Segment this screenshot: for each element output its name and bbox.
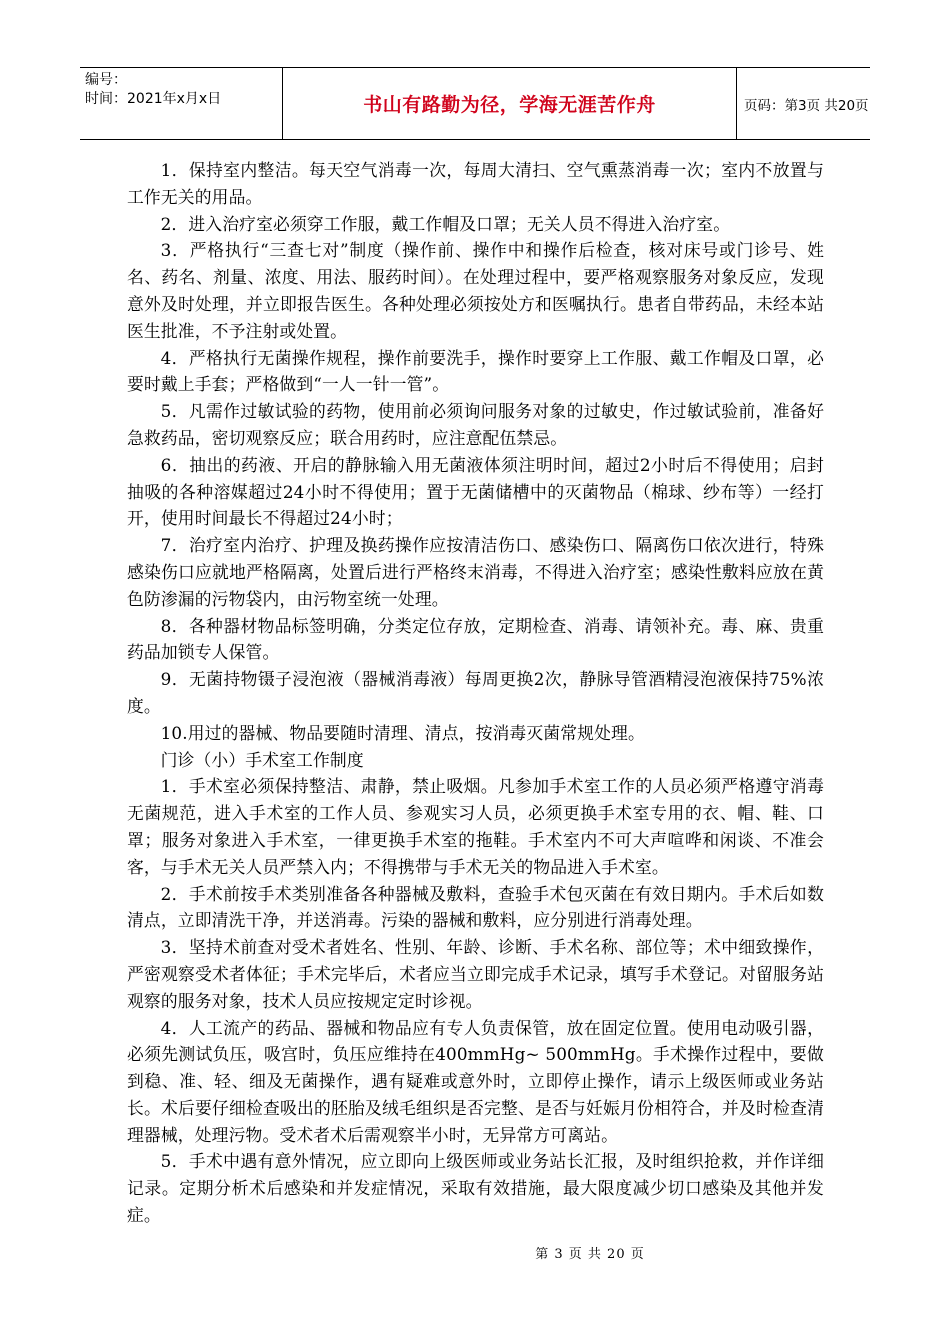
paragraph: 6．抽出的药液、开启的静脉输入用无菌液体须注明时间，超过2小时后不得使用；启封抽吸的各种溶媒超过24小时不得使用；置于无菌储槽中的灭菌物品（棉球、纱布等）一经打开，使用时间最长不得超过24小时； — [127, 454, 824, 529]
header-page-code: 页码：第3页 共20页 — [744, 97, 869, 114]
page-footer — [0, 1243, 950, 1262]
paragraph: 7．治疗室内治疗、护理及换药操作应按清洁伤口、感染伤口、隔离伤口依次进行，特殊感染伤口应就地严格隔离，处置后进行严格终末消毒，不得进入治疗室；感染性敷料应放在黄色防渗漏的污物袋内，由污物室统一处理。 — [127, 535, 824, 609]
header-slogan: 书山有路勤为径，学海无涯苦作舟 — [283, 68, 737, 139]
paragraph: 2．进入治疗室必须穿工作服，戴工作帽及口罩；无关人员不得进入治疗室。 — [160, 213, 731, 234]
paragraph: 9．无菌持物镊子浸泡液（器械消毒液）每周更换2次，静脉导管酒精浸泡液保持75%浓度。 — [127, 669, 824, 716]
paragraph: 1．手术室必须保持整洁、肃静，禁止吸烟。凡参加手术室工作的人员必须严格遵守消毒无菌规范，进入手术室的工作人员、参观实习人员，必须更换手术室专用的衣、帽、鞋、口罩；服务对象进入手术室，一律更换手术室的拖鞋。手术室内不可大声喧哗和闲谈、不准会客，与手术无关人员严禁入内；不得携带与手术无关的物品进入手术室。 — [127, 776, 824, 877]
document-time: 时间：2021年x月x日 — [85, 91, 222, 107]
paragraph: 5．手术中遇有意外情况，应立即向上级医师或业务站长汇报，及时组织抢救，并作详细记录。定期分析术后感染和并发症情况，采取有效措施，最大限度减少切口感染及其他并发症。 — [127, 1151, 824, 1226]
page-header — [80, 67, 870, 140]
paragraph: 8．各种器材物品标签明确，分类定位存放，定期检查、消毒、请领补充。毒、麻、贵重药品加锁专人保管。 — [127, 615, 824, 663]
document-number: 编号： — [85, 72, 127, 88]
paragraph: 10.用过的器械、物品要随时清理、清点，按消毒灭菌常规处理。 — [160, 722, 645, 743]
paragraph: 2．手术前按手术类别准备各种器械及敷料，查验手术包灭菌在有效日期内。手术后如数清点，立即清洗干净，并送消毒。污染的器械和敷料，应分别进行消毒处理。 — [127, 883, 824, 931]
header-meta — [80, 68, 283, 139]
paragraph: 3．坚持术前查对受术者姓名、性别、年龄、诊断、手术名称、部位等；术中细致操作，严密观察受术者体征；手术完毕后，术者应当立即完成手术记录，填写手术登记。对留服务站观察的服务对象，技术人员应按规定定时诊视。 — [127, 937, 824, 1011]
section-title: 门诊（小）手术室工作制度 — [160, 749, 364, 770]
document-body — [127, 157, 824, 1229]
paragraph: 5．凡需作过敏试验的药物，使用前必须询问服务对象的过敏史，作过敏试验前，准备好急救药品，密切观察反应；联合用药时，应注意配伍禁忌。 — [127, 401, 824, 448]
paragraph: 4．严格执行无菌操作规程，操作前要洗手，操作时要穿上工作服、戴工作帽及口罩，必要时戴上手套；严格做到“一人一针一管”。 — [127, 347, 824, 395]
footer-page-number: 第 3 页 共 20 页 — [535, 1247, 645, 1262]
paragraph: 4．人工流产的药品、器械和物品应有专人负责保管，放在固定位置。使用电动吸引器，必须先测试负压，吸宫时，负压应维持在400mmHg~ 500mmHg。手术操作过程中，要做到稳、准、轻、细及无菌操作，遇有疑难或意外时，立即停止操作，请示上级医师或业务站长。术后要仔细检查吸出的胚胎及绒毛组织是否完整、是否与妊娠月份相符合，并及时检查清理器械，处理污物。受术者术后需观察半小时，无异常方可离站。 — [127, 1017, 824, 1145]
paragraph: 3．严格执行“三查七对”制度（操作前、操作中和操作后检查，核对床号或门诊号、姓名、药名、剂量、浓度、用法、服药时间）。在处理过程中，要严格观察服务对象反应，发现意外及时处理，并立即报告医生。各种处理必须按处方和医嘱执行。患者自带药品，未经本站医生批准，不予注射或处置。 — [127, 240, 824, 341]
paragraph: 1．保持室内整洁。每天空气消毒一次，每周大清扫、空气熏蒸消毒一次；室内不放置与工作无关的用品。 — [127, 160, 824, 207]
